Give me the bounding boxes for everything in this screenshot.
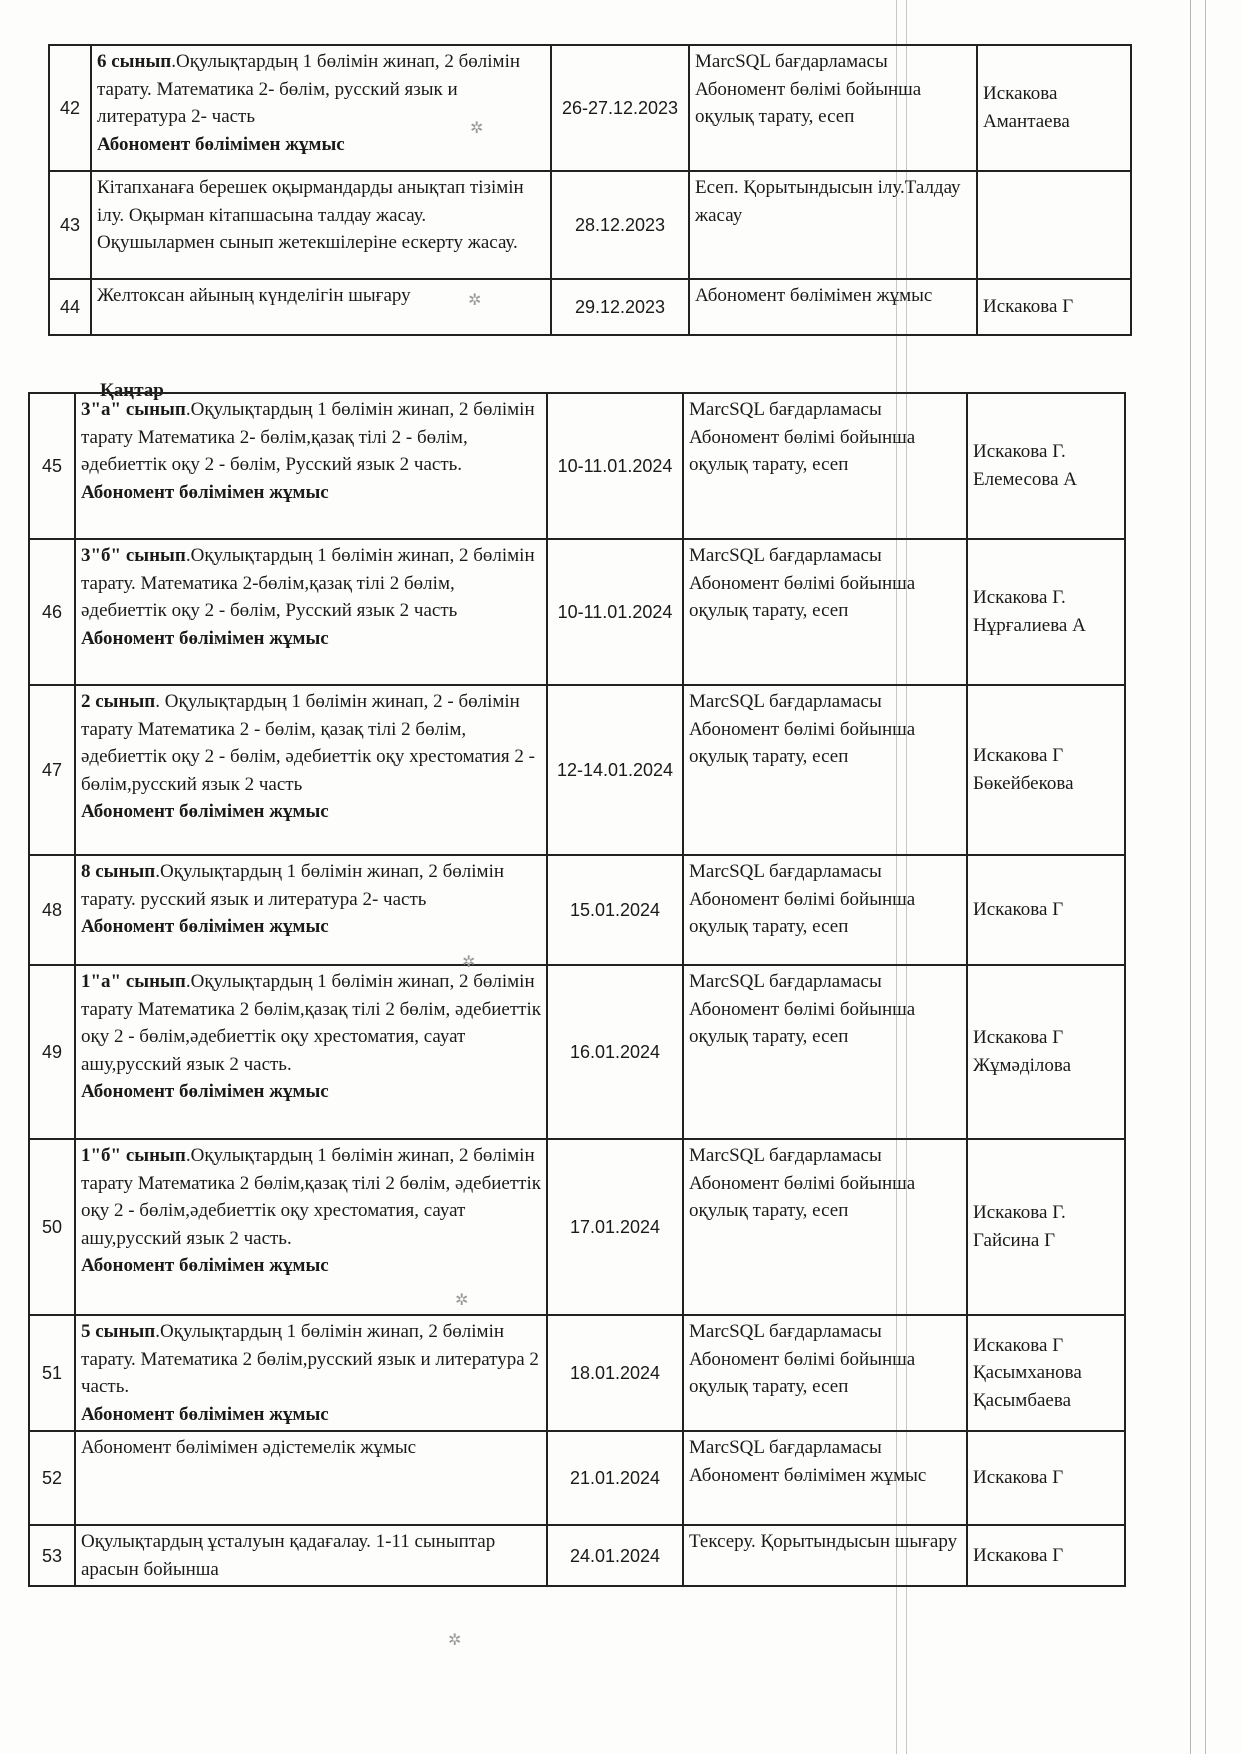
scan-smudge-icon: ✲ bbox=[462, 954, 476, 971]
task-text: .Оқулықтардың 1 бөлімін жинап, 2 бөлімін тарату. Математика 2- бөлім, русский язык и литература 2- часть bbox=[97, 51, 521, 128]
department-note: Абономент бөлімімен жұмыс bbox=[81, 1081, 329, 1103]
task-text: .Оқулықтардың 1 бөлімін жинап, 2 бөлімін тарату. русский язык и литература 2- часть bbox=[81, 861, 505, 910]
task-method: MarcSQL бағдарламасы Абономент бөлімі бойынша оқулық тарату, есеп bbox=[683, 539, 967, 685]
row-number: 42 bbox=[49, 45, 91, 171]
class-name: 3"б" сынып bbox=[81, 545, 186, 566]
responsible-person bbox=[977, 171, 1131, 279]
row-number: 49 bbox=[29, 965, 75, 1139]
scan-smudge-icon: ✲ bbox=[455, 1292, 469, 1309]
task-text: Абономент бөлімімен әдістемелік жұмыс bbox=[81, 1437, 417, 1459]
table-row bbox=[49, 45, 1131, 171]
scan-smudge-icon: ✲ bbox=[470, 120, 484, 137]
task-description bbox=[75, 1431, 547, 1525]
table-row bbox=[49, 171, 1131, 279]
task-method: Тексеру. Қорытындысын шығару bbox=[683, 1525, 967, 1586]
class-name: 3"а" сынып bbox=[81, 399, 186, 420]
task-method: MarcSQL бағдарламасы Абономент бөлімі бойынша оқулық тарату, есеп bbox=[689, 45, 977, 171]
table-row bbox=[29, 1431, 1125, 1525]
task-description bbox=[75, 965, 547, 1139]
department-note: Абономент бөлімімен жұмыс bbox=[81, 801, 329, 823]
task-text: .Оқулықтардың 1 бөлімін жинап, 2 бөлімін тарату. Математика 2-бөлім,қазақ тілі 2 бөлім, әдебиеттік оқу 2 - бөлім, Русский язык 2 часть bbox=[81, 545, 535, 622]
table-row bbox=[29, 855, 1125, 965]
row-number: 51 bbox=[29, 1315, 75, 1431]
task-date: 16.01.2024 bbox=[547, 965, 683, 1139]
table-row bbox=[29, 1315, 1125, 1431]
task-date: 29.12.2023 bbox=[551, 279, 689, 335]
task-method: MarcSQL бағдарламасы Абономент бөлімі бойынша оқулық тарату, есеп bbox=[683, 965, 967, 1139]
class-name: 5 сынып bbox=[81, 1321, 156, 1342]
responsible-person: Искакова Г. Елемесова А bbox=[967, 393, 1125, 539]
responsible-person: Искакова Г bbox=[967, 1431, 1125, 1525]
class-name: 8 сынып bbox=[81, 861, 156, 882]
task-date: 12-14.01.2024 bbox=[547, 685, 683, 855]
scan-artifact-line bbox=[1190, 0, 1191, 1754]
task-description bbox=[75, 855, 547, 965]
task-method: MarcSQL бағдарламасы Абономент бөлімімен жұмыс bbox=[683, 1431, 967, 1525]
task-method: Есеп. Қорытындысын ілу.Талдау жасау bbox=[689, 171, 977, 279]
scan-smudge-icon: ✲ bbox=[448, 1632, 462, 1649]
class-name: 2 сынып bbox=[81, 691, 156, 712]
department-note: Абономент бөлімімен жұмыс bbox=[81, 1255, 329, 1277]
task-description bbox=[75, 539, 547, 685]
table-row bbox=[29, 393, 1125, 539]
task-date: 15.01.2024 bbox=[547, 855, 683, 965]
task-description bbox=[75, 1315, 547, 1431]
task-date: 24.01.2024 bbox=[547, 1525, 683, 1586]
task-method: MarcSQL бағдарламасы Абономент бөлімі бойынша оқулық тарату, есеп bbox=[683, 1139, 967, 1315]
task-text: .Оқулықтардың 1 бөлімін жинап, 2 бөлімін тарату. Математика 2 бөлім,русский язык и литература 2 часть. bbox=[81, 1321, 539, 1398]
responsible-person: Искакова Г Жұмәділова bbox=[967, 965, 1125, 1139]
row-number: 50 bbox=[29, 1139, 75, 1315]
responsible-person: Искакова Амантаева bbox=[977, 45, 1131, 171]
department-note: Абономент бөлімімен жұмыс bbox=[81, 916, 329, 938]
task-description bbox=[75, 685, 547, 855]
task-description bbox=[91, 279, 551, 335]
table-row bbox=[29, 1525, 1125, 1586]
row-number: 46 bbox=[29, 539, 75, 685]
row-number: 43 bbox=[49, 171, 91, 279]
class-name: 1"б" сынып bbox=[81, 1145, 186, 1166]
task-date: 28.12.2023 bbox=[551, 171, 689, 279]
task-method: Абономент бөлімімен жұмыс bbox=[689, 279, 977, 335]
table-row bbox=[29, 539, 1125, 685]
row-number: 48 bbox=[29, 855, 75, 965]
schedule-table-december bbox=[48, 44, 1132, 336]
task-text: Желтоксан айының күнделігін шығару bbox=[97, 285, 411, 306]
responsible-person: Искакова Г Бөкейбекова bbox=[967, 685, 1125, 855]
task-description bbox=[91, 45, 551, 171]
table-row bbox=[29, 1139, 1125, 1315]
task-text: . Оқулықтардың 1 бөлімін жинап, 2 - бөлімін тарату Математика 2 - бөлім, қазақ тілі 2 бөлім, әдебиеттік оқу 2 - бөлім, әдебиеттік оқу хрестоматия 2 - бөлім,русский язык 2 часть bbox=[81, 691, 535, 795]
row-number: 52 bbox=[29, 1431, 75, 1525]
responsible-person: Искакова Г. Гайсина Г bbox=[967, 1139, 1125, 1315]
table-row bbox=[29, 685, 1125, 855]
table-row bbox=[29, 965, 1125, 1139]
task-method: MarcSQL бағдарламасы Абономент бөлімі бойынша оқулық тарату, есеп bbox=[683, 1315, 967, 1431]
task-method: MarcSQL бағдарламасы Абономент бөлімі бойынша оқулық тарату, есеп bbox=[683, 855, 967, 965]
responsible-person: Искакова Г bbox=[967, 855, 1125, 965]
task-description bbox=[91, 171, 551, 279]
responsible-person: Искакова Г bbox=[977, 279, 1131, 335]
task-description bbox=[75, 393, 547, 539]
task-method: MarcSQL бағдарламасы Абономент бөлімі бойынша оқулық тарату, есеп bbox=[683, 685, 967, 855]
task-date: 17.01.2024 bbox=[547, 1139, 683, 1315]
responsible-person: Искакова Г Қасымханова Қасымбаева bbox=[967, 1315, 1125, 1431]
task-date: 21.01.2024 bbox=[547, 1431, 683, 1525]
class-name: 1"а" сынып bbox=[81, 971, 186, 992]
task-text: .Оқулықтардың 1 бөлімін жинап, 2 бөлімін тарату Математика 2- бөлім,қазақ тілі 2 - бөлім, әдебиеттік оқу 2 - бөлім, Русский язык 2 часть. bbox=[81, 399, 535, 476]
task-date: 18.01.2024 bbox=[547, 1315, 683, 1431]
task-text: .Оқулықтардың 1 бөлімін жинап, 2 бөлімін тарату Математика 2 бөлім,қазақ тілі 2 бөлім, әдебиеттік оқу 2 - бөлім,әдебиеттік оқу хрестоматия, сауат ашу,русский язык 2 часть. bbox=[81, 971, 541, 1075]
row-number: 44 bbox=[49, 279, 91, 335]
scan-smudge-icon: ✲ bbox=[468, 292, 482, 309]
month-heading: Қаңтар bbox=[100, 380, 164, 401]
table-row bbox=[49, 279, 1131, 335]
task-description bbox=[75, 1139, 547, 1315]
task-text: .Оқулықтардың 1 бөлімін жинап, 2 бөлімін тарату Математика 2 бөлім,қазақ тілі 2 бөлім, әдебиеттік оқу 2 - бөлім,әдебиеттік оқу хрестоматия, сауат ашу,русский язык 2 часть. bbox=[81, 1145, 541, 1249]
row-number: 47 bbox=[29, 685, 75, 855]
task-text: Оқулықтардың ұсталуын қадағалау. 1-11 сыныптар арасын бойынша bbox=[81, 1531, 496, 1580]
responsible-person: Искакова Г bbox=[967, 1525, 1125, 1586]
department-note: Абономент бөлімімен жұмыс bbox=[97, 133, 345, 155]
task-date: 10-11.01.2024 bbox=[547, 539, 683, 685]
task-date: 26-27.12.2023 bbox=[551, 45, 689, 171]
task-description bbox=[75, 1525, 547, 1586]
task-text: Кітапханаға берешек оқырмандарды анықтап тізімін ілу. Оқырман кітапшасына талдау жасау. Оқушылармен сынып жетекшілеріне ескерту жасау. bbox=[97, 177, 524, 254]
class-name: 6 сынып bbox=[97, 51, 172, 72]
task-method: MarcSQL бағдарламасы Абономент бөлімі бойынша оқулық тарату, есеп bbox=[683, 393, 967, 539]
scan-artifact-line bbox=[1205, 0, 1206, 1754]
row-number: 53 bbox=[29, 1525, 75, 1586]
row-number: 45 bbox=[29, 393, 75, 539]
department-note: Абономент бөлімімен жұмыс bbox=[81, 1403, 329, 1425]
task-date: 10-11.01.2024 bbox=[547, 393, 683, 539]
responsible-person: Искакова Г. Нұрғалиева А bbox=[967, 539, 1125, 685]
department-note: Абономент бөлімімен жұмыс bbox=[81, 627, 329, 649]
schedule-table-january bbox=[28, 392, 1126, 1587]
department-note: Абономент бөлімімен жұмыс bbox=[81, 481, 329, 503]
